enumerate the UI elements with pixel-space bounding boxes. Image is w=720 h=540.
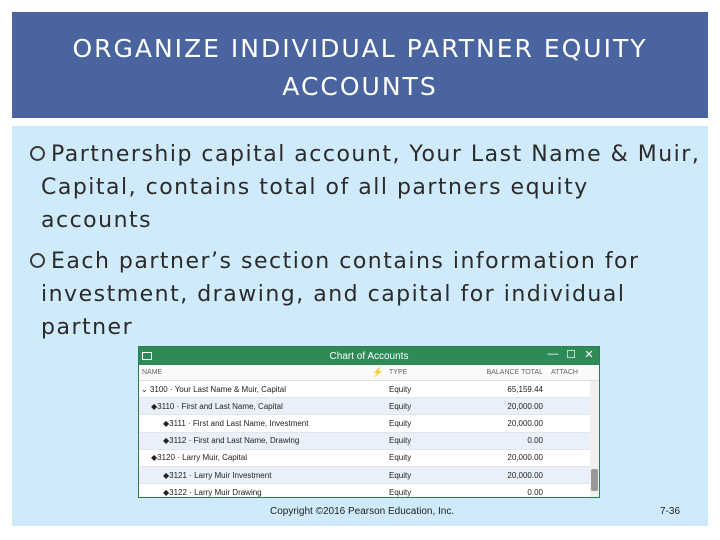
bullet-item: [12, 245, 702, 344]
account-balance: 0.00: [527, 436, 543, 446]
table-header: [139, 365, 599, 381]
subaccount-diamond-icon: ◆: [163, 436, 170, 446]
chart-of-accounts-window: [138, 346, 600, 498]
subaccount-diamond-icon: ◆: [151, 401, 158, 411]
window-title-bar[interactable]: [139, 347, 599, 365]
bullet-circle-icon: [30, 146, 45, 161]
accounts-list: [139, 381, 599, 498]
account-balance: 20,000.00: [507, 401, 543, 411]
account-name: 3122 · Larry Muir Drawing: [169, 487, 262, 497]
bullet-text: Each partner’s section contains information for investment, drawing, and capital for individual partner: [41, 249, 640, 340]
copyright-text: Copyright ©2016 Pearson Education, Inc.: [270, 506, 455, 517]
table-row[interactable]: [139, 484, 599, 498]
account-name: 3110 · First and Last Name, Capital: [157, 401, 283, 411]
table-row[interactable]: [139, 398, 599, 415]
subaccount-diamond-icon: ◆: [163, 418, 170, 428]
slide-title: [12, 12, 708, 118]
maximize-icon[interactable]: ☐: [566, 349, 576, 361]
window-title: Chart of Accounts: [329, 350, 409, 362]
account-name: 3100 · Your Last Name & Muir, Capital: [149, 384, 287, 394]
minimize-icon[interactable]: —: [547, 348, 559, 360]
column-header-attach[interactable]: ATTACH: [551, 369, 578, 376]
account-name: 3120 · Larry Muir, Capital: [157, 453, 247, 463]
account-type: Equity: [389, 418, 412, 428]
expand-chevron-icon[interactable]: ⌄: [141, 384, 148, 394]
column-header-type[interactable]: TYPE: [389, 369, 408, 376]
vertical-scrollbar[interactable]: [590, 381, 599, 498]
account-type: Equity: [389, 487, 412, 497]
account-type: Equity: [389, 384, 412, 394]
account-balance: 20,000.00: [507, 470, 543, 480]
account-name: 3112 · First and Last Name, Drawing: [169, 436, 300, 446]
table-row[interactable]: [139, 433, 599, 450]
column-header-balance[interactable]: BALANCE TOTAL: [486, 369, 543, 376]
close-icon[interactable]: ✕: [584, 349, 594, 361]
table-row[interactable]: [139, 467, 599, 484]
account-balance: 0.00: [527, 487, 543, 497]
scrollbar-thumb[interactable]: [591, 469, 598, 491]
table-row[interactable]: [139, 381, 599, 398]
account-balance: 20,000.00: [507, 453, 543, 463]
account-type: Equity: [389, 436, 412, 446]
slide-title-line2: ACCOUNTS: [282, 72, 438, 101]
table-row[interactable]: [139, 450, 599, 467]
account-name: 3111 · First and Last Name, Investment: [169, 418, 309, 428]
account-balance: 65,159.44: [507, 384, 543, 394]
subaccount-diamond-icon: ◆: [163, 487, 170, 497]
subaccount-diamond-icon: ◆: [151, 453, 158, 463]
column-header-name[interactable]: NAME: [142, 369, 163, 376]
table-row[interactable]: [139, 415, 599, 432]
subaccount-diamond-icon: ◆: [163, 470, 170, 480]
account-type: Equity: [389, 401, 412, 411]
bullet-text: Partnership capital account, Your Last Name & Muir, Capital, contains total of all partners equity accounts: [41, 142, 701, 233]
bullet-item: [12, 138, 702, 237]
slide-title-line1: ORGANIZE INDIVIDUAL PARTNER EQUITY: [72, 34, 648, 63]
account-name: 3121 · Larry Muir Investment: [169, 470, 272, 480]
page-number: 7-36: [660, 506, 681, 517]
bullet-circle-icon: [30, 253, 45, 268]
lightning-icon[interactable]: ⚡: [372, 367, 384, 377]
account-type: Equity: [389, 453, 412, 463]
account-type: Equity: [389, 470, 412, 480]
account-balance: 20,000.00: [507, 418, 543, 428]
